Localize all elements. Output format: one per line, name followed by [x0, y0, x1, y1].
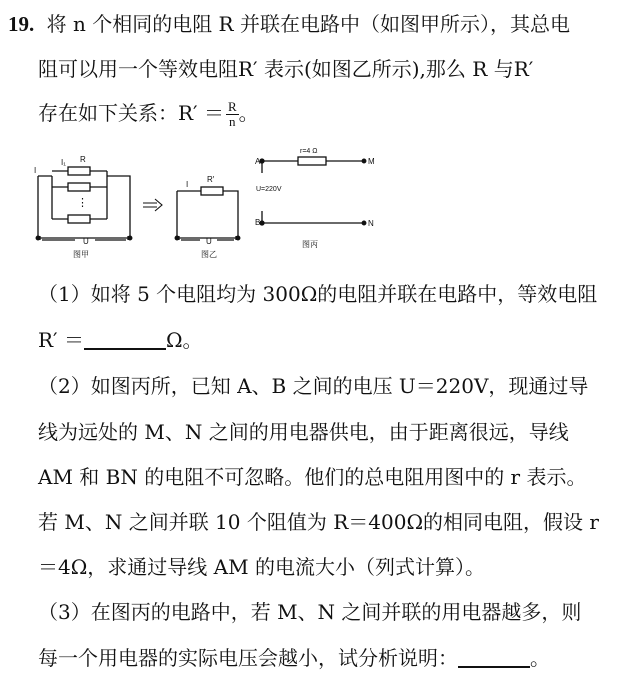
figure-yi: [175, 175, 240, 259]
formula-denominator: n: [229, 114, 236, 129]
bing-caption: 图丙: [302, 240, 318, 249]
question-number: 19.: [8, 12, 35, 36]
yi-label-Rp: R′: [207, 175, 215, 184]
relation-suffix: 。: [238, 101, 259, 125]
question-intro-1: 将 n 个相同的电阻 R 并联在电路中（如图甲所示），其总电: [46, 12, 570, 36]
jia-label-U: U: [83, 237, 89, 246]
bing-label-A: A: [255, 157, 261, 166]
part1-answer-unit: Ω。: [165, 328, 203, 352]
part3-suffix: 。: [530, 646, 550, 670]
bing-label-B: B: [255, 218, 261, 227]
part2-line-5: ＝4Ω，求通过导线 AM 的电流大小（列式计算）。: [38, 555, 485, 579]
formula-fraction: [226, 100, 239, 129]
yi-label-I: I: [186, 180, 189, 189]
part1-line-1: （1）如将 5 个电阻均为 300Ω的电阻并联在电路中，等效电阻: [38, 282, 598, 306]
bing-label-M: M: [368, 157, 375, 166]
jia-label-R: R: [80, 155, 86, 164]
yi-label-U: U: [206, 237, 212, 246]
relation-prefix: 存在如下关系：R′ ＝: [38, 101, 224, 125]
part2-line-2: 线为远处的 M、N 之间的用电器供电，由于距离很远，导线: [38, 420, 569, 444]
part1-answer-blank[interactable]: [84, 330, 166, 350]
figure-jia: [34, 155, 132, 259]
circuit-diagrams: [0, 143, 640, 263]
bing-label-U: U=220V: [256, 186, 282, 193]
part3-answer-blank[interactable]: [458, 648, 530, 668]
bing-label-r: r=4 Ω: [300, 148, 318, 155]
question-line-1: [8, 12, 570, 36]
part1-answer-prefix: R′ ＝: [38, 328, 84, 352]
part3-prompt: 每一个用电器的实际电压会越小，试分析说明：: [38, 646, 458, 670]
yi-caption: 图乙: [201, 250, 217, 259]
jia-caption: 图甲: [73, 250, 89, 259]
equivalence-arrow: [143, 199, 162, 211]
bing-label-N: N: [368, 219, 374, 228]
jia-label-I1: I₁: [61, 158, 66, 167]
part2-line-1: （2）如图丙所，已知 A、B 之间的电压 U＝220V，现通过导: [38, 374, 589, 398]
jia-label-dots: ⋮: [77, 197, 88, 209]
part1-line-2: [38, 328, 203, 352]
part3-line-1: （3）在图丙的电路中，若 M、N 之间并联的用电器越多，则: [38, 600, 582, 624]
jia-label-I: I: [34, 166, 37, 175]
part2-line-3: AM 和 BN 的电阻不可忽略。他们的总电阻用图中的 r 表示。: [38, 465, 587, 489]
question-line-3: [38, 100, 259, 129]
question-line-2: 阻可以用一个等效电阻R′ 表示(如图乙所示),那么 R 与R′: [38, 57, 534, 81]
figure-bing: [255, 148, 375, 249]
formula-numerator: R: [227, 99, 237, 114]
part2-line-4: 若 M、N 之间并联 10 个阻值为 R＝400Ω的相同电阻，假设 r: [38, 510, 599, 534]
part3-line-2: [38, 646, 550, 670]
